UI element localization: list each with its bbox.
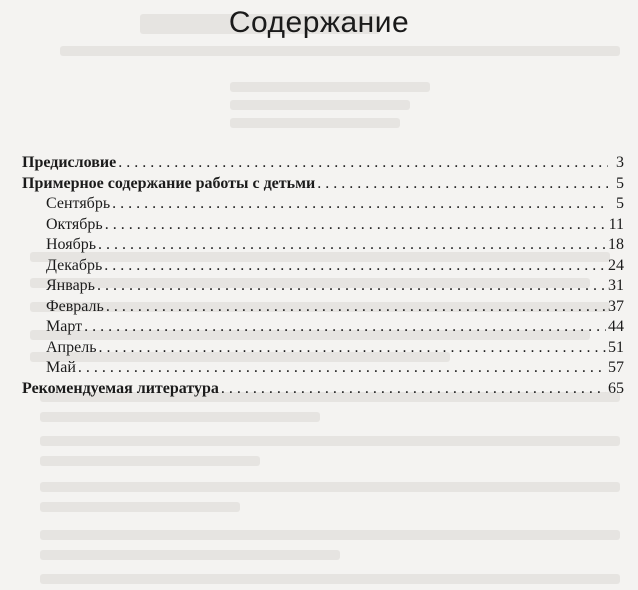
toc-entry-label: Апрель [46,338,97,356]
dot-leader [221,379,606,399]
dot-leader [99,338,607,358]
dot-leader [317,174,608,194]
toc-entry-label: Декабрь [46,256,103,274]
toc-page-number: 24 [608,256,624,274]
page-title: Содержание [228,6,410,39]
toc-entry-label: Ноябрь [46,236,97,253]
toc-entry-october [22,215,624,236]
toc-entry-february [22,297,624,318]
toc-page-number: 31 [608,277,624,294]
toc-page-number: 5 [616,195,624,212]
toc-page-number: 5 [616,174,624,192]
dot-leader [98,235,606,255]
toc-entry-december [22,256,624,277]
dot-leader [112,194,608,214]
toc-entry-label: Рекомендуемая литература [22,379,219,397]
toc-entry-label: Январь [46,277,95,294]
dot-leader [104,256,606,276]
toc-entry-september [22,194,624,215]
toc-entry-label: Март [46,318,83,335]
dot-leader [106,297,606,317]
toc-page-number: 65 [608,379,624,397]
toc-page-number: 51 [608,338,624,356]
dot-leader [105,215,607,235]
dot-leader [78,358,606,378]
dot-leader [97,276,606,296]
toc-page-number: 37 [608,297,624,315]
toc-entry-label: Примерное содержание работы с детьми [22,174,316,192]
toc-entry-label: Предисловие [22,154,117,171]
toc-page-number: 44 [608,318,624,335]
toc-entry-april [22,338,624,359]
dot-leader [118,153,608,173]
toc-entry-march [22,317,624,338]
toc-page-number: 3 [616,154,624,171]
toc-entry-label: Октябрь [46,215,103,233]
toc-page-number: 57 [608,359,624,376]
toc-entry-label: Май [46,359,76,376]
toc-entry-may [22,358,624,379]
table-of-contents [22,153,624,399]
toc-page-number: 18 [608,236,624,253]
toc-entry-label: Февраль [46,297,104,315]
toc-entry-work-content [22,174,624,195]
toc-entry-label: Сентябрь [46,195,111,212]
toc-page-number: 11 [608,215,624,233]
toc-entry-recommended-literature [22,379,624,400]
toc-entry-november [22,235,624,256]
dot-leader [84,317,606,337]
toc-entry-january [22,276,624,297]
toc-entry-preface [22,153,624,174]
